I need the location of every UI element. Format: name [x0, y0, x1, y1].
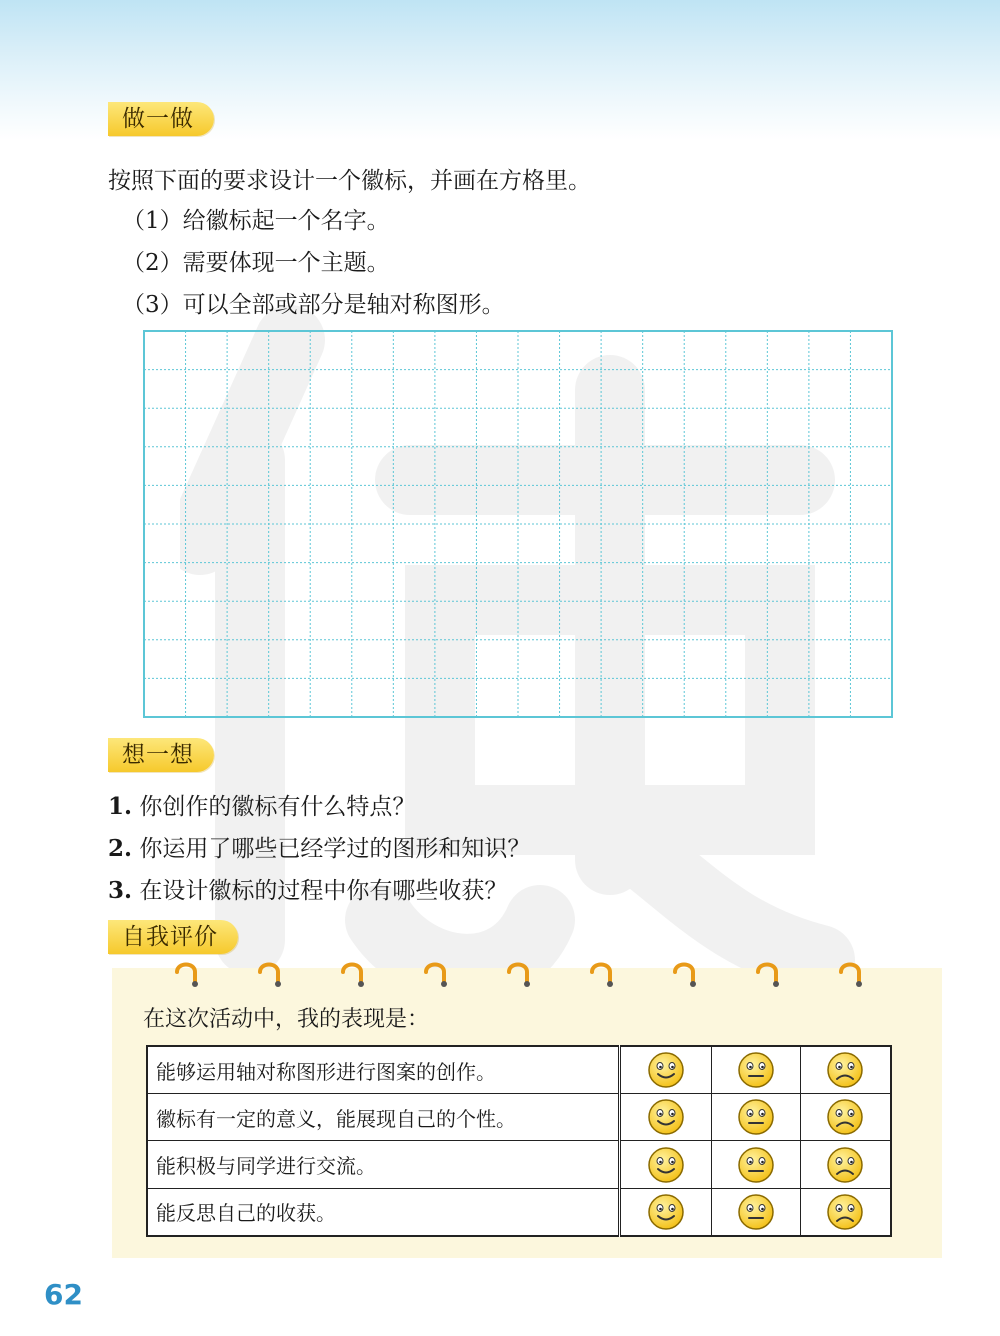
- question-number: 1.: [108, 793, 133, 820]
- ring-icon: [177, 965, 198, 988]
- sad-option[interactable]: [800, 1188, 891, 1236]
- ring-icon: [260, 965, 281, 988]
- ring-icon: [841, 965, 862, 988]
- question-2: [108, 834, 530, 864]
- drawing-grid[interactable]: [143, 330, 893, 720]
- ring-icon: [592, 965, 613, 988]
- ring-icon: [343, 965, 364, 988]
- neutral-face-icon: [736, 1192, 776, 1232]
- table-row: [147, 1188, 891, 1236]
- task-intro: 按照下面的要求设计一个徽标，并画在方格里。: [108, 168, 591, 194]
- neutral-option[interactable]: [711, 1046, 800, 1094]
- evaluation-intro: 在这次活动中，我的表现是：: [143, 1007, 430, 1032]
- smile-face-icon: [646, 1097, 686, 1137]
- question-text: 你运用了哪些已经学过的图形和知识？: [139, 836, 531, 862]
- ring-icon: [675, 965, 696, 988]
- neutral-face-icon: [736, 1145, 776, 1185]
- question-1: [108, 792, 415, 822]
- self-evaluation-tag: 自我评价: [108, 920, 238, 954]
- sad-face-icon: [825, 1192, 865, 1232]
- neutral-option[interactable]: [711, 1141, 800, 1188]
- neutral-face-icon: [736, 1097, 776, 1137]
- neutral-face-icon: [736, 1050, 776, 1090]
- table-row: [147, 1094, 891, 1141]
- smile-face-icon: [646, 1050, 686, 1090]
- smile-face-icon: [646, 1192, 686, 1232]
- sad-option[interactable]: [800, 1094, 891, 1141]
- sad-option[interactable]: [800, 1046, 891, 1094]
- neutral-option[interactable]: [711, 1094, 800, 1141]
- table-row: [147, 1046, 891, 1094]
- smile-option[interactable]: [620, 1188, 712, 1236]
- sad-option[interactable]: [800, 1141, 891, 1188]
- sad-face-icon: [825, 1145, 865, 1185]
- sad-face-icon: [825, 1097, 865, 1137]
- smile-option[interactable]: [620, 1094, 712, 1141]
- evaluation-table: [146, 1045, 892, 1237]
- ring-icon: [509, 965, 530, 988]
- criterion-cell: 能反思自己的收获。: [147, 1188, 620, 1236]
- do-section-tag: 做一做: [108, 102, 214, 136]
- question-text: 你创作的徽标有什么特点？: [139, 794, 416, 820]
- criterion-cell: 能积极与同学进行交流。: [147, 1141, 620, 1188]
- sad-face-icon: [825, 1050, 865, 1090]
- smile-option[interactable]: [620, 1141, 712, 1188]
- question-text: 在设计徽标的过程中你有哪些收获？: [139, 878, 508, 904]
- smile-option[interactable]: [620, 1046, 712, 1094]
- think-section-tag: 想一想: [108, 738, 214, 772]
- neutral-option[interactable]: [711, 1188, 800, 1236]
- ring-icon: [426, 965, 447, 988]
- criterion-cell: 徽标有一定的意义，能展现自己的个性。: [147, 1094, 620, 1141]
- criterion-cell: 能够运用轴对称图形进行图案的创作。: [147, 1046, 620, 1094]
- page-number: 62: [44, 1278, 83, 1311]
- question-number: 2.: [108, 835, 133, 862]
- ring-icon: [758, 965, 779, 988]
- table-row: [147, 1141, 891, 1188]
- task-item-3: （3）可以全部或部分是轴对称图形。: [122, 292, 505, 318]
- task-item-1: （1）给徽标起一个名字。: [122, 208, 390, 234]
- question-3: [108, 876, 507, 906]
- question-number: 3.: [108, 877, 133, 904]
- notepad-rings: [170, 960, 870, 990]
- smile-face-icon: [646, 1145, 686, 1185]
- task-item-2: （2）需要体现一个主题。: [122, 250, 390, 276]
